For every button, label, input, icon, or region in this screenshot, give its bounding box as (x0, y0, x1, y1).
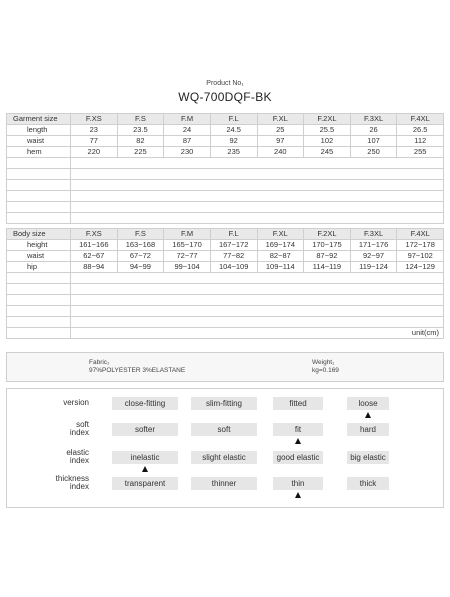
attribute-option: thick (347, 477, 389, 490)
table-cell: 26 (350, 125, 397, 136)
size-header: F.XS (71, 114, 118, 125)
size-header: F.2XL (304, 114, 351, 125)
empty-row (7, 317, 444, 328)
size-header: F.M (164, 229, 211, 240)
empty-cell (71, 213, 444, 224)
attribute-option: big elastic (347, 451, 389, 464)
size-header: F.2XL (304, 229, 351, 240)
fabric-value: 97%POLYESTER 3%ELASTANE (89, 367, 186, 374)
table-cell: 77 (71, 136, 118, 147)
empty-cell (71, 273, 444, 284)
table-cell: 114~119 (304, 262, 351, 273)
attribute-option: thinner (191, 477, 257, 490)
table-cell: 92~97 (350, 251, 397, 262)
attribute-label-line: soft (76, 420, 89, 429)
table-header-row (7, 114, 444, 125)
empty-cell (7, 306, 71, 317)
size-header: F.S (117, 114, 164, 125)
table-cell: 112 (397, 136, 444, 147)
empty-cell (71, 180, 444, 191)
table-cell: 225 (117, 147, 164, 158)
empty-cell (71, 284, 444, 295)
size-header: F.M (164, 114, 211, 125)
table-cell: 220 (71, 147, 118, 158)
table-cell: 102 (304, 136, 351, 147)
empty-row (7, 158, 444, 169)
empty-row (7, 306, 444, 317)
fabric-info-panel (6, 352, 444, 382)
size-header: F.3XL (350, 114, 397, 125)
table-cell: 235 (210, 147, 257, 158)
table-cell: 172~178 (397, 240, 444, 251)
unit-label: unit(cm) (71, 328, 444, 339)
table-cell: 88~94 (71, 262, 118, 273)
selected-marker-icon (365, 412, 371, 418)
table-cell: 87~92 (304, 251, 351, 262)
row-label: waist (7, 251, 71, 262)
table-row (7, 147, 444, 158)
attribute-option: loose (347, 397, 389, 410)
table-cell: 24 (164, 125, 211, 136)
table-cell: 23.5 (117, 125, 164, 136)
table-cell: 77~82 (210, 251, 257, 262)
table-cell: 255 (397, 147, 444, 158)
empty-cell (7, 328, 71, 339)
size-header: F.S (117, 229, 164, 240)
table-cell: 230 (164, 147, 211, 158)
product-number-label: Product No₁ (206, 80, 244, 87)
empty-cell (7, 284, 71, 295)
table-row (7, 136, 444, 147)
empty-row (7, 180, 444, 191)
table-cell: 240 (257, 147, 304, 158)
table-row (7, 262, 444, 273)
table-cell: 161~166 (71, 240, 118, 251)
attribute-option: thin (273, 477, 323, 490)
empty-row (7, 191, 444, 202)
table-cell: 92 (210, 136, 257, 147)
empty-cell (7, 169, 71, 180)
size-header: F.L (210, 114, 257, 125)
empty-cell (7, 191, 71, 202)
table-cell: 23 (71, 125, 118, 136)
body-size-table (6, 228, 444, 339)
empty-row (7, 273, 444, 284)
empty-cell (71, 306, 444, 317)
table-cell: 124~129 (397, 262, 444, 273)
attribute-label-line: thickness (55, 474, 89, 483)
size-header: F.L (210, 229, 257, 240)
table-cell: 82 (117, 136, 164, 147)
attribute-option: softer (112, 423, 178, 436)
table-header-label: Garment size (7, 114, 71, 125)
row-label: waist (7, 136, 71, 147)
attribute-label-line: elastic (66, 448, 89, 457)
product-code: WQ-700DQF-BK (178, 90, 272, 104)
table-row (7, 125, 444, 136)
table-header-label: Body size (7, 229, 71, 240)
attribute-option: fitted (273, 397, 323, 410)
table-cell: 104~109 (210, 262, 257, 273)
row-label: height (7, 240, 71, 251)
attribute-label (7, 399, 89, 407)
attribute-option: soft (191, 423, 257, 436)
empty-cell (71, 202, 444, 213)
table-cell: 107 (350, 136, 397, 147)
attribute-option: good elastic (273, 451, 323, 464)
table-cell: 250 (350, 147, 397, 158)
empty-row (7, 169, 444, 180)
table-cell: 171~176 (350, 240, 397, 251)
table-cell: 165~170 (164, 240, 211, 251)
attribute-option: fit (273, 423, 323, 436)
selected-marker-icon (142, 466, 148, 472)
table-cell: 119~124 (350, 262, 397, 273)
table-cell: 97~102 (397, 251, 444, 262)
table-cell: 167~172 (210, 240, 257, 251)
size-header: F.XL (257, 229, 304, 240)
selected-marker-icon (295, 492, 301, 498)
table-row (7, 251, 444, 262)
size-header: F.XL (257, 114, 304, 125)
table-cell: 82~87 (257, 251, 304, 262)
attribute-option: close-fitting (112, 397, 178, 410)
empty-row (7, 295, 444, 306)
attribute-label-line: index (69, 482, 89, 491)
fabric-label: Fabric₁ (89, 359, 110, 366)
selected-marker-icon (295, 438, 301, 444)
attribute-option: transparent (112, 477, 178, 490)
table-cell: 169~174 (257, 240, 304, 251)
empty-cell (7, 273, 71, 284)
table-cell: 26.5 (397, 125, 444, 136)
attribute-label (7, 475, 89, 491)
table-row (7, 240, 444, 251)
table-cell: 97 (257, 136, 304, 147)
attribute-label (7, 449, 89, 465)
empty-cell (7, 213, 71, 224)
table-cell: 109~114 (257, 262, 304, 273)
size-header: F.4XL (397, 114, 444, 125)
empty-cell (7, 158, 71, 169)
table-cell: 25.5 (304, 125, 351, 136)
table-cell: 24.5 (210, 125, 257, 136)
attribute-label (7, 421, 89, 437)
table-cell: 94~99 (117, 262, 164, 273)
size-header: F.4XL (397, 229, 444, 240)
size-header: F.3XL (350, 229, 397, 240)
attribute-option: slim-fitting (191, 397, 257, 410)
empty-cell (7, 317, 71, 328)
attribute-option: slight elastic (191, 451, 257, 464)
empty-cell (71, 317, 444, 328)
weight-label: Weight₁ (312, 359, 335, 366)
empty-cell (71, 158, 444, 169)
table-cell: 99~104 (164, 262, 211, 273)
table-cell: 72~77 (164, 251, 211, 262)
size-header: F.XS (71, 229, 118, 240)
empty-row (7, 284, 444, 295)
empty-row (7, 202, 444, 213)
table-cell: 170~175 (304, 240, 351, 251)
attributes-panel (6, 388, 444, 508)
empty-cell (7, 180, 71, 191)
row-label: length (7, 125, 71, 136)
table-header-row (7, 229, 444, 240)
table-cell: 87 (164, 136, 211, 147)
empty-row (7, 213, 444, 224)
empty-cell (7, 295, 71, 306)
table-cell: 67~72 (117, 251, 164, 262)
empty-cell (71, 191, 444, 202)
table-cell: 25 (257, 125, 304, 136)
row-label: hem (7, 147, 71, 158)
empty-cell (71, 169, 444, 180)
unit-row (7, 328, 444, 339)
row-label: hip (7, 262, 71, 273)
attribute-option: inelastic (112, 451, 178, 464)
empty-cell (7, 202, 71, 213)
table-cell: 245 (304, 147, 351, 158)
weight-value: kg=0.169 (312, 367, 339, 374)
table-cell: 163~168 (117, 240, 164, 251)
garment-size-table (6, 113, 444, 224)
attribute-label-line: version (63, 398, 89, 407)
attribute-label-line: index (69, 428, 89, 437)
attribute-label-line: index (69, 456, 89, 465)
empty-cell (71, 295, 444, 306)
attribute-option: hard (347, 423, 389, 436)
table-cell: 62~67 (71, 251, 118, 262)
